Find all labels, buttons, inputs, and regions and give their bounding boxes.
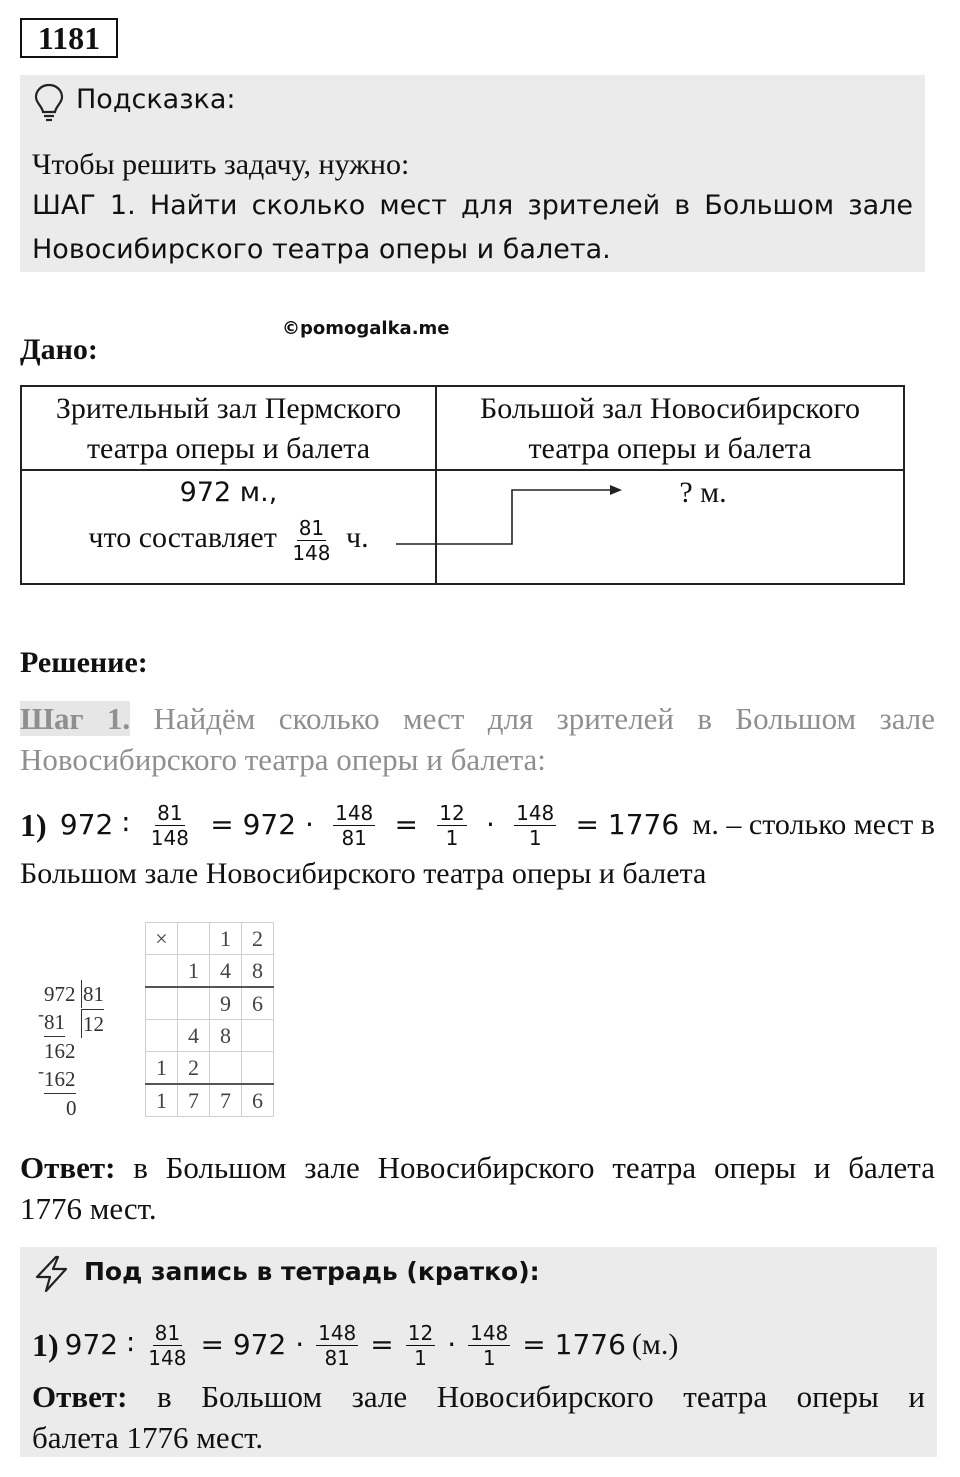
solution-step-label: Шаг 1. (20, 701, 131, 736)
grid-cell: 1 (178, 955, 210, 988)
grid-cell: 1 (210, 923, 242, 955)
given-header-novosibirsk (436, 386, 904, 470)
hint-step (32, 190, 913, 221)
solution-step-text-2: Новосибирского театра оперы и балета: (20, 742, 546, 777)
given-perm-seats: 972 м., (179, 477, 278, 508)
division-subtract-2: 162 (44, 1065, 76, 1094)
fraction-numerator: 148 (470, 1320, 509, 1345)
grid-cell: 8 (210, 1020, 242, 1052)
minus-sign-1: - (38, 1004, 44, 1024)
watermark: ©pomogalka.me (282, 318, 450, 339)
fraction-denominator: 81 (341, 825, 367, 850)
fraction-denominator: 148 (292, 540, 331, 565)
grid-cell (146, 955, 178, 988)
grid-cell (242, 1020, 274, 1052)
fraction-numerator: 148 (516, 800, 555, 825)
grid-cell (178, 923, 210, 955)
fraction-denominator: 1 (414, 1345, 427, 1370)
given-label: Дано: (20, 333, 98, 366)
problem-number: 1181 (20, 18, 118, 58)
solution-label: Решение: (20, 646, 148, 679)
equation-number: 1) (20, 807, 47, 843)
equation-part-c: = (394, 808, 418, 841)
fraction-denominator: 1 (482, 1345, 496, 1370)
solution-step (20, 701, 935, 737)
lightbulb-icon (32, 82, 66, 122)
equation-part-b: = 972 · (200, 1328, 305, 1361)
given-unknown-seats: ? м. (679, 476, 727, 509)
grid-cell: 1 (146, 1052, 178, 1085)
equation-fraction-1 (149, 801, 191, 850)
answer-text-2: 1776 мест. (20, 1191, 157, 1226)
equation-result: = 1776 (522, 1328, 626, 1361)
grid-cell (146, 1020, 178, 1052)
minus-sign-2: - (38, 1061, 44, 1081)
grid-cell (210, 1052, 242, 1085)
division-divisor: 81 (83, 982, 104, 1006)
equation-number: 1) (32, 1327, 59, 1363)
given-value-perm (21, 470, 436, 584)
hint-step-label: ШАГ 1. (32, 190, 136, 221)
equation-part-a: 972 ∶ (64, 1328, 135, 1361)
given-fraction (290, 516, 332, 565)
equation-part-c: = (370, 1328, 394, 1361)
fraction-numerator: 81 (157, 800, 183, 825)
fraction-numerator: 148 (335, 800, 374, 825)
grid-cell: 7 (210, 1084, 242, 1117)
fraction-numerator: 81 (298, 515, 325, 540)
equation-fraction-4 (514, 801, 556, 850)
notebook-fraction-2 (316, 1321, 358, 1370)
given-header-novosibirsk-line2: театра оперы и балета (528, 432, 812, 465)
solution-equation (20, 800, 935, 850)
fraction-denominator: 1 (528, 825, 542, 850)
equation-unit: (м.) (631, 1328, 679, 1361)
notebook-answer-text-2: балета 1776 мест. (32, 1420, 264, 1455)
notebook-fraction-4 (468, 1321, 510, 1370)
hint-step-text-2: Новосибирского театра оперы и балета. (32, 234, 611, 265)
notebook-fraction-1 (146, 1321, 188, 1370)
notebook-answer (32, 1379, 925, 1415)
fraction-numerator: 81 (154, 1320, 181, 1345)
grid-cell: 2 (242, 923, 274, 955)
given-perm-prefix: что составляет (88, 521, 277, 554)
division-quotient: 12 (81, 1009, 104, 1038)
given-header-novosibirsk-line1: Большой зал Новосибирского (479, 392, 861, 425)
fraction-numerator: 12 (407, 1320, 434, 1345)
fraction-denominator: 148 (150, 825, 189, 850)
equation-part-a: 972 ∶ (59, 808, 130, 841)
hint-step-text: Найти сколько мест для зрителей в Большом зале (149, 190, 913, 221)
multiplication-grid (145, 922, 274, 1117)
grid-cell (242, 1052, 274, 1085)
equation-fraction-2 (333, 801, 375, 850)
fraction-denominator: 1 (445, 825, 459, 850)
division-dividend: 972 (44, 982, 76, 1006)
grid-cell: 9 (210, 987, 242, 1020)
grid-cell: 6 (242, 987, 274, 1020)
given-header-perm-line1: Зрительный зал Пермского (55, 392, 402, 425)
answer-text: в Большом зале Новосибирского театра оперы и балета (133, 1150, 935, 1185)
grid-cell: 4 (210, 955, 242, 988)
notebook-equation (32, 1320, 678, 1370)
division-remainder-2: 0 (66, 1096, 77, 1120)
hint-intro: Чтобы решить задачу, нужно: (32, 148, 410, 181)
lightning-icon (32, 1254, 72, 1294)
grid-cell: 7 (178, 1084, 210, 1117)
fraction-denominator: 148 (148, 1345, 187, 1370)
notebook-answer-label: Ответ: (32, 1379, 128, 1414)
division-remainder-1: 162 (44, 1039, 76, 1063)
notebook-title: Под запись в тетрадь (кратко): (84, 1257, 540, 1286)
fraction-numerator: 148 (318, 1320, 357, 1345)
grid-cell: 1 (146, 1084, 178, 1117)
relation-arrow-icon (390, 478, 630, 550)
equation-result: = 1776 (575, 808, 680, 841)
grid-cell: 4 (178, 1020, 210, 1052)
given-perm-suffix: ч. (346, 521, 369, 554)
grid-cell: 2 (178, 1052, 210, 1085)
answer (20, 1150, 935, 1186)
equation-tail: м. – столько мест в (692, 808, 935, 841)
grid-cell: 8 (242, 955, 274, 988)
fraction-numerator: 12 (439, 800, 465, 825)
grid-cell: × (146, 923, 178, 955)
division-subtract-1: 81 (44, 1008, 65, 1037)
equation-fraction-3 (437, 801, 466, 850)
solution-equation-line-2: Большом зале Новосибирского театра оперы и балета (20, 857, 707, 890)
long-division (38, 980, 114, 1120)
grid-cell: 6 (242, 1084, 274, 1117)
answer-label: Ответ: (20, 1150, 116, 1185)
equation-dot: · (485, 808, 495, 841)
grid-cell (146, 987, 178, 1020)
equation-dot: · (447, 1328, 457, 1361)
grid-cell (178, 987, 210, 1020)
given-header-perm (21, 386, 436, 470)
notebook-fraction-3 (406, 1321, 435, 1370)
fraction-denominator: 81 (324, 1345, 350, 1370)
hint-title: Подсказка: (76, 84, 236, 115)
given-header-perm-line2: театра оперы и балета (86, 432, 371, 465)
solution-step-text: Найдём сколько мест для зрителей в Большом зале (153, 701, 936, 736)
equation-part-b: = 972 · (210, 808, 314, 841)
notebook-answer-text: в Большом зале Новосибирского театра оперы и (156, 1379, 926, 1414)
